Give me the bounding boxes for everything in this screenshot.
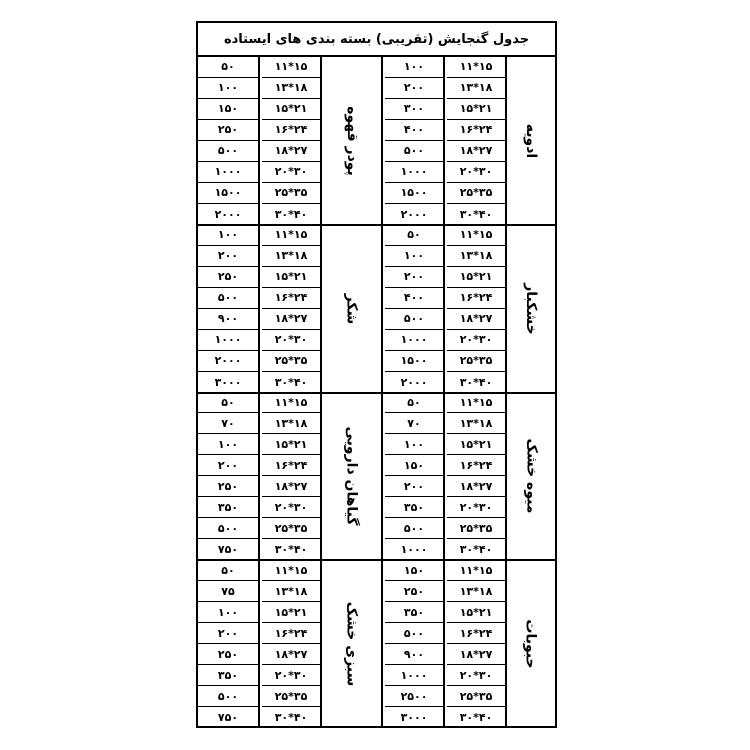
- size-cell: ۱۸*۲۷: [447, 644, 505, 665]
- capacity-cell: ۲۵۰۰: [385, 686, 443, 707]
- capacity-cell: ۷۵۰: [217, 711, 239, 725]
- size-cell: ۱۱*۱۵: [447, 560, 505, 581]
- capacity-cell: ۵۰: [198, 560, 258, 581]
- category-name: [507, 393, 555, 561]
- capacity-cell: ۲۵۰: [198, 644, 258, 665]
- category-name-text: خشکبار: [523, 282, 540, 335]
- size-cell: ۱۸*۲۷: [447, 141, 505, 162]
- size-cell: ۱۳*۱۸: [262, 581, 320, 602]
- capacity-cell: ۱۰۰۰: [198, 162, 258, 183]
- size-cell: ۳۰*۴۰: [459, 375, 493, 389]
- size-cell: ۱۸*۲۷: [447, 309, 505, 330]
- category-name-text: میوه خشک: [523, 438, 540, 514]
- size-cell: ۳۰*۴۰: [459, 711, 493, 725]
- size-cell: ۳۰*۴۰: [274, 207, 308, 221]
- category-name: [507, 560, 555, 728]
- capacity-cell: ۱۰۰۰: [385, 665, 443, 686]
- category-name-text: سبزی خشک: [343, 601, 360, 687]
- capacity-cell: ۵۰: [385, 225, 443, 246]
- size-cell: ۱۵*۲۱: [262, 267, 320, 288]
- size-cell: ۲۰*۳۰: [262, 330, 320, 351]
- size-cell: ۱۳*۱۸: [262, 413, 320, 434]
- capacity-cell: ۵۰۰: [198, 686, 258, 707]
- capacity-cell: ۲۵۰: [198, 267, 258, 288]
- size-cell: ۳۰*۴۰: [459, 207, 493, 221]
- size-cell: ۱۱*۱۵: [447, 393, 505, 414]
- capacity-table: [196, 21, 557, 728]
- capacity-cell: ۱۰۰: [385, 246, 443, 267]
- category-name-text: گیاهان دارویی: [343, 426, 360, 526]
- capacity-cell: ۱۰۰: [198, 602, 258, 623]
- size-cell: ۱۵*۲۱: [447, 99, 505, 120]
- size-cell: ۲۰*۳۰: [262, 497, 320, 518]
- capacity-cell: ۱۰۰: [198, 225, 258, 246]
- capacity-cell: ۴۰۰: [385, 288, 443, 309]
- size-cell: ۱۸*۲۷: [262, 141, 320, 162]
- size-cell: ۲۰*۳۰: [447, 665, 505, 686]
- capacity-cell: ۱۵۰: [385, 560, 443, 581]
- size-cell: ۱۸*۲۷: [262, 309, 320, 330]
- category-name-text: ادویه: [523, 123, 539, 159]
- capacity-cell: ۲۰۰: [198, 455, 258, 476]
- size-cell: ۲۵*۳۵: [262, 351, 320, 372]
- size-cell: ۲۰*۳۰: [447, 162, 505, 183]
- size-cell: ۱۶*۲۴: [262, 288, 320, 309]
- category-name: [322, 393, 381, 561]
- size-cell: ۲۵*۳۵: [262, 183, 320, 204]
- category-name-text: پودر قهوه: [343, 106, 360, 176]
- capacity-cell: ۵۰۰: [385, 141, 443, 162]
- capacity-cell: ۱۰۰: [198, 434, 258, 455]
- size-cell: ۲۵*۳۵: [447, 183, 505, 204]
- capacity-cell: ۲۰۰: [385, 78, 443, 99]
- capacity-cell: ۱۵۰۰: [385, 351, 443, 372]
- size-cell: ۱۵*۲۱: [262, 434, 320, 455]
- capacity-cell: ۲۰۰۰: [198, 351, 258, 372]
- capacity-cell: ۹۰۰: [198, 309, 258, 330]
- category-name: [322, 57, 381, 225]
- size-cell: ۳۰*۴۰: [274, 711, 308, 725]
- capacity-cell: ۲۰۰۰: [400, 207, 428, 221]
- capacity-cell: ۲۰۰: [385, 267, 443, 288]
- size-cell: ۲۰*۳۰: [447, 330, 505, 351]
- capacity-cell: ۱۰۰۰: [400, 543, 428, 557]
- capacity-cell: ۱۵۰۰: [385, 183, 443, 204]
- size-cell: ۱۳*۱۸: [447, 413, 505, 434]
- category-name-text: حبوبات: [523, 619, 540, 669]
- category-name: [322, 560, 381, 728]
- size-cell: ۲۵*۳۵: [262, 518, 320, 539]
- size-cell: ۱۱*۱۵: [262, 225, 320, 246]
- table-title: جدول گنجایش (تقریبی) بسته بندی های ایستاده: [198, 23, 555, 57]
- size-cell: ۱۳*۱۸: [447, 581, 505, 602]
- capacity-cell: ۹۰۰: [385, 644, 443, 665]
- capacity-cell: ۵۰۰: [385, 518, 443, 539]
- capacity-cell: ۲۰۰: [198, 246, 258, 267]
- capacity-cell: ۱۵۰: [198, 99, 258, 120]
- category-name: [507, 57, 555, 225]
- category-name: [322, 225, 381, 393]
- capacity-cell: ۳۰۰۰: [400, 711, 428, 725]
- size-cell: ۳۰*۴۰: [274, 543, 308, 557]
- capacity-cell: ۲۰۰۰: [400, 375, 428, 389]
- size-cell: ۱۸*۲۷: [447, 476, 505, 497]
- size-cell: ۱۸*۲۷: [262, 644, 320, 665]
- capacity-cell: ۵۰: [385, 393, 443, 414]
- size-cell: ۱۱*۱۵: [262, 57, 320, 78]
- size-cell: ۱۵*۲۱: [447, 434, 505, 455]
- capacity-cell: ۱۰۰: [385, 57, 443, 78]
- size-cell: ۱۵*۲۱: [262, 99, 320, 120]
- capacity-cell: ۴۰۰: [385, 120, 443, 141]
- size-cell: ۱۱*۱۵: [447, 225, 505, 246]
- size-cell: ۱۱*۱۵: [447, 57, 505, 78]
- capacity-cell: ۵۰: [198, 393, 258, 414]
- size-cell: ۱۱*۱۵: [262, 560, 320, 581]
- size-cell: ۱۳*۱۸: [447, 78, 505, 99]
- size-cell: ۳۰*۴۰: [274, 375, 308, 389]
- capacity-cell: ۲۰۰: [198, 623, 258, 644]
- capacity-cell: ۳۰۰۰: [214, 375, 242, 389]
- size-cell: ۱۳*۱۸: [447, 246, 505, 267]
- size-cell: ۱۵*۲۱: [447, 267, 505, 288]
- capacity-cell: ۵۰۰: [385, 623, 443, 644]
- size-cell: ۱۵*۲۱: [447, 602, 505, 623]
- capacity-cell: ۲۰۰: [385, 476, 443, 497]
- size-cell: ۲۵*۳۵: [262, 686, 320, 707]
- capacity-cell: ۲۵۰: [198, 476, 258, 497]
- capacity-cell: ۷۵۰: [217, 543, 239, 557]
- capacity-cell: ۱۰۰۰: [385, 330, 443, 351]
- size-cell: ۱۶*۲۴: [262, 623, 320, 644]
- size-cell: ۱۶*۲۴: [447, 623, 505, 644]
- capacity-cell: ۱۰۰۰: [198, 330, 258, 351]
- capacity-cell: ۵۰۰: [385, 309, 443, 330]
- capacity-cell: ۷۵: [198, 581, 258, 602]
- capacity-cell: ۲۵۰: [198, 120, 258, 141]
- capacity-cell: ۲۵۰: [385, 581, 443, 602]
- size-cell: ۲۵*۳۵: [447, 351, 505, 372]
- size-cell: ۲۰*۳۰: [262, 162, 320, 183]
- size-cell: ۲۰*۳۰: [447, 497, 505, 518]
- size-cell: ۱۶*۲۴: [447, 288, 505, 309]
- capacity-cell: ۷۰: [198, 413, 258, 434]
- capacity-cell: ۱۵۰: [385, 455, 443, 476]
- size-cell: ۱۸*۲۷: [262, 476, 320, 497]
- capacity-cell: ۱۰۰: [198, 78, 258, 99]
- capacity-cell: ۳۵۰: [385, 602, 443, 623]
- size-cell: ۲۰*۳۰: [262, 665, 320, 686]
- category-name: [507, 225, 555, 393]
- capacity-cell: ۳۵۰: [198, 497, 258, 518]
- capacity-cell: ۳۵۰: [198, 665, 258, 686]
- size-cell: ۱۶*۲۴: [447, 455, 505, 476]
- size-cell: ۲۵*۳۵: [447, 686, 505, 707]
- capacity-cell: ۵۰: [198, 57, 258, 78]
- capacity-cell: ۳۵۰: [385, 497, 443, 518]
- capacity-cell: ۱۰۰: [385, 434, 443, 455]
- capacity-cell: ۵۰۰: [198, 288, 258, 309]
- size-cell: ۱۶*۲۴: [262, 455, 320, 476]
- capacity-cell: ۱۵۰۰: [198, 183, 258, 204]
- size-cell: ۱۳*۱۸: [262, 78, 320, 99]
- capacity-cell: ۷۰: [385, 413, 443, 434]
- capacity-cell: ۵۰۰: [198, 518, 258, 539]
- capacity-cell: ۵۰۰: [198, 141, 258, 162]
- size-cell: ۱۶*۲۴: [447, 120, 505, 141]
- size-cell: ۳۰*۴۰: [459, 543, 493, 557]
- capacity-cell: ۳۰۰: [385, 99, 443, 120]
- size-cell: ۱۶*۲۴: [262, 120, 320, 141]
- size-cell: ۱۵*۲۱: [262, 602, 320, 623]
- category-name-text: شکر: [343, 293, 360, 324]
- size-cell: ۱۱*۱۵: [262, 393, 320, 414]
- capacity-cell: ۲۰۰۰: [214, 207, 242, 221]
- capacity-cell: ۱۰۰۰: [385, 162, 443, 183]
- size-cell: ۲۵*۳۵: [447, 518, 505, 539]
- size-cell: ۱۳*۱۸: [262, 246, 320, 267]
